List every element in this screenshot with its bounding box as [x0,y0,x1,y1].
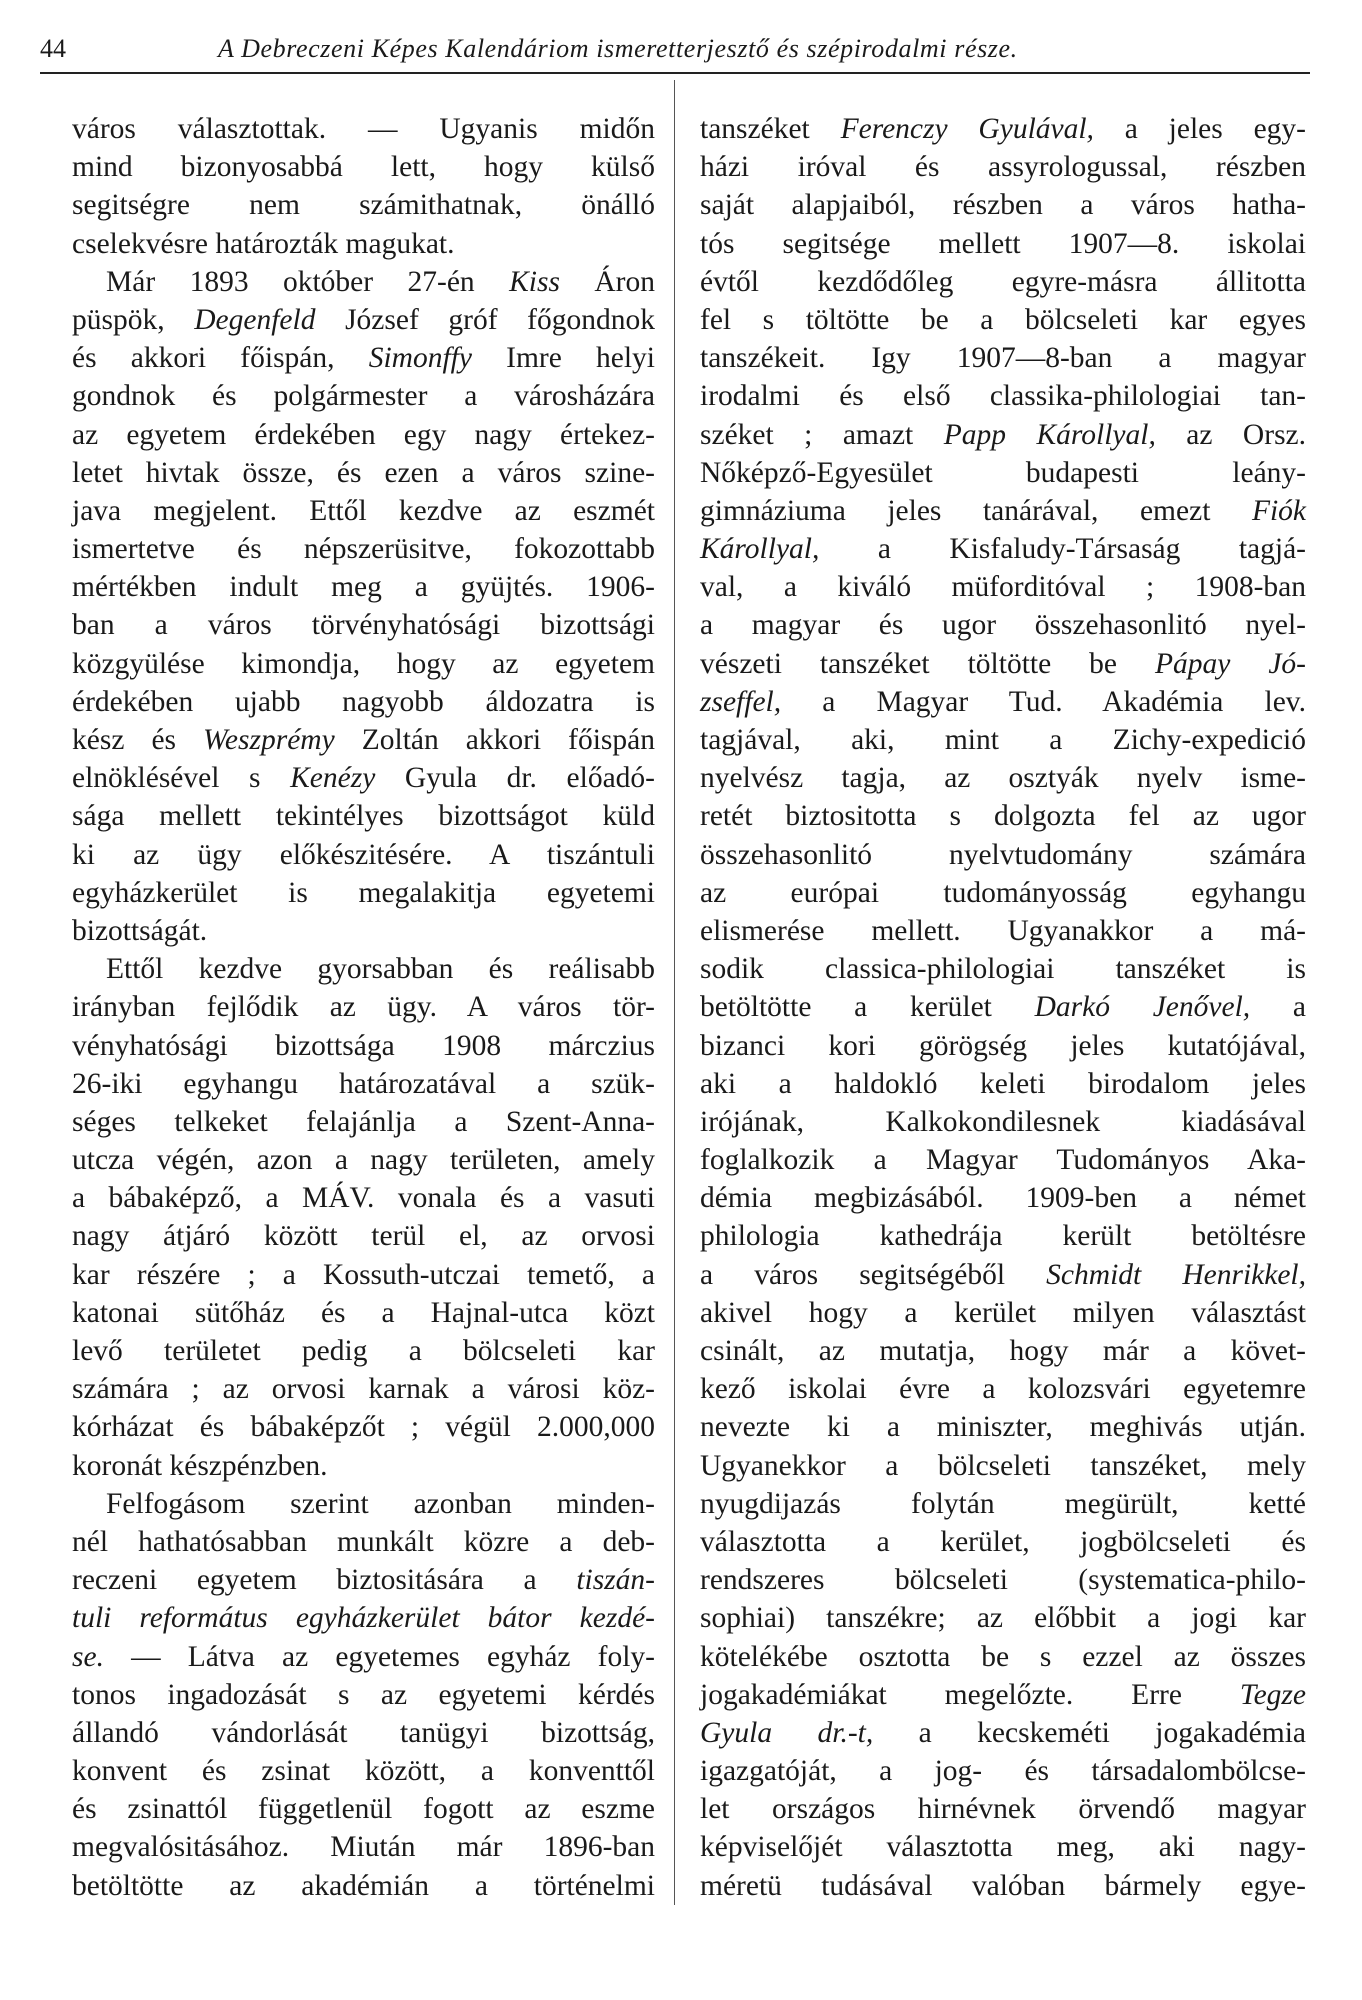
text-line [700,530,1306,568]
text: évtől kezdődőleg egyre-másra állitotta [700,265,1306,298]
text: Nőképző-Egyesület budapesti leány- [700,456,1306,489]
text-line [700,301,1306,339]
text: akivel hogy a kerület milyen választást [700,1296,1306,1329]
text: katonai sütőház és a Hajnal-utca közt [72,1296,655,1329]
italic-text: Kiss [509,265,560,298]
text: város választottak. — Ugyanis midőn [72,113,655,145]
text: Ugyanekkor a bölcseleti tanszéket, mely [700,1449,1306,1482]
italic-text: Tegze [1239,1678,1306,1711]
text: retét biztositotta s dolgozta fel az ugor [700,800,1306,833]
text-line [700,721,1306,759]
text: kész és [72,724,204,756]
italic-text: zseffel, [700,685,782,718]
text-line [700,1294,1306,1332]
italic-text: Károllyal, [700,533,820,566]
text-line [700,1447,1306,1485]
text-line [72,263,655,301]
text: ban a város törvényhatósági bizottsági [72,609,655,642]
text-line [700,1867,1306,1905]
text-line [72,1828,655,1866]
text-line [72,1599,655,1637]
text: elismerése mellett. Ugyanakkor a má- [700,914,1306,947]
text-line [700,606,1306,644]
text: érdekében ujabb nagyobb áldozatra is [72,685,655,718]
text-line [72,950,655,988]
italic-text: Darkó Jenővel, [1034,991,1251,1024]
italic-text: Schmidt Henrikkel, [1046,1258,1306,1291]
text-line [72,454,655,492]
text: megvalósitásához. Miután már 1896-ban [72,1831,655,1864]
text: koronát készpénzben. [72,1449,328,1482]
text-line [72,1676,655,1714]
text: püspök, [72,303,195,336]
text: házi iróval és assyrologussal, részben [700,151,1306,184]
text: reczeni egyetem biztositására a [72,1564,577,1597]
text: konvent és zsinat között, a konventtől [72,1755,655,1788]
text: foglalkozik a Magyar Tudományos Aka- [700,1144,1306,1177]
text-line [700,1370,1306,1408]
text-line [700,1408,1306,1446]
text-line [700,1676,1306,1714]
text-line [700,1256,1306,1294]
text: számára ; az orvosi karnak a városi köz- [72,1373,655,1406]
text: java megjelent. Ettől kezdve az eszmét [72,494,655,527]
italic-text: Papp Károllyal, [943,418,1156,451]
text: és zsinattól függetlenül fogott az eszme [72,1793,655,1826]
text: a [1250,991,1306,1024]
text-line [700,148,1306,186]
text-line [700,874,1306,912]
text-line [72,492,655,530]
text: az Orsz. [1155,418,1307,451]
text: közgyülése kimondja, hogy az egyetem [72,647,655,680]
text-line [700,797,1306,835]
text: gondnok és polgármester a városházára [72,380,655,413]
text: Már 1893 október 27-én [106,265,510,298]
text: József gróf főgondnok [315,303,655,336]
italic-text: Simonffy [368,342,472,375]
text: mértékben indult meg a gyüjtés. 1906- [72,571,655,604]
text: betöltötte a kerület [700,991,1035,1024]
text: rendszeres bölcseleti (systematica-philo- [700,1564,1306,1597]
text-line [72,377,655,415]
text: bizanci kori görögség jeles kutatójával, [700,1029,1306,1062]
text-line [72,1294,655,1332]
text: nevezte ki a miniszter, meghivás utján. [700,1411,1306,1444]
text-line [72,1714,655,1752]
text: az európai tudományosság egyhangu [700,876,1306,909]
text-line [72,1217,655,1255]
text: Imre helyi [471,342,655,375]
text-line [700,1065,1306,1103]
text: tanszékeit. Igy 1907—8-ban a magyar [700,342,1306,375]
text-line [72,1561,655,1599]
text-line [700,1714,1306,1752]
text: 26-iki egyhangu határozatával a szük- [72,1067,655,1100]
text: elnöklésével s [72,762,291,795]
text-line [72,530,655,568]
text-line [72,148,655,186]
text: Ettől kezdve gyorsabban és reálisabb [106,953,655,986]
text: méretü tudásával valóban bármely egye- [700,1869,1306,1902]
text-line [700,1332,1306,1370]
text-line [72,1408,655,1446]
text-line [72,301,655,339]
text-line [700,186,1306,224]
text-line [700,263,1306,301]
text-line [72,1179,655,1217]
text: csinált, az mutatja, hogy már a követ- [700,1335,1306,1367]
text-line [72,1256,655,1294]
text: fel s töltötte be a bölcseleti kar egyes [700,303,1306,336]
text: az egyetem érdekében egy nagy értekez- [72,418,655,451]
text-line [700,377,1306,415]
text: let országos hirnévnek örvendő magyar [700,1793,1306,1826]
text: tós segitsége mellett 1907—8. iskolai [700,227,1306,260]
text: nél hathatósabban munkált közre a deb- [72,1525,655,1558]
text: nagy átjáró között terül el, az orvosi [72,1220,655,1253]
text-line [72,1065,655,1103]
text-line [700,110,1306,148]
text-line [700,1828,1306,1866]
text: utcza végén, azon a nagy területen, amely [72,1144,655,1177]
text: kórházat és bábaképzőt ; végül 2.000,000 [72,1411,655,1444]
text: Felfogásom szerint azonban minden- [106,1487,655,1520]
text: irodalmi és első classika-philologiai tan- [700,380,1306,413]
text-line [72,1103,655,1141]
text: képviselőjét választotta meg, aki nagy- [700,1831,1306,1864]
text-line [700,1141,1306,1179]
italic-text: Pápay Jó- [1154,647,1306,680]
text: Áron [559,265,655,298]
text-line [72,645,655,683]
text-line [700,492,1306,530]
text: betöltötte az akadémián a történelmi [72,1869,655,1902]
text-line [72,912,655,950]
text: a Kisfaludy-Társaság tagjá- [819,533,1306,566]
text: igazgatóját, a jog- és társadalombölcse- [700,1755,1306,1788]
text-line [700,454,1306,492]
text: egyházkerület is megalakitja egyetemi [72,876,655,909]
text-line [72,110,655,148]
text-line [72,1523,655,1561]
column-divider [674,80,675,1905]
text-line [72,1638,655,1676]
text: sophiai) tanszékre; az előbbit a jogi kar [700,1602,1306,1635]
text: a magyar és ugor összehasonlitó nyel- [700,609,1306,642]
text: választotta a kerület, jogbölcseleti és [700,1525,1306,1558]
text-line [700,416,1306,454]
text: nyugdijazás folytán megürült, ketté [700,1487,1306,1520]
text: gimnáziuma jeles tanárával, emezt [700,494,1252,527]
text-line [700,645,1306,683]
text: — Látva az egyetemes egyház foly- [103,1640,655,1673]
text-line [700,1217,1306,1255]
text-line [72,1485,655,1523]
text: ki az ügy előkészitésére. A tiszántuli [72,838,655,871]
italic-text: Gyula dr.-t, [700,1716,874,1749]
text: a jeles egy- [1093,113,1306,145]
text: levő területet pedig a bölcseleti kar [72,1335,655,1367]
text-line [72,1141,655,1179]
text: kar részére ; a Kossuth-utczai temető, a [72,1258,655,1291]
text: Gyula dr. előadó- [375,762,655,795]
italic-text: tuli református egyházkerület bátor kezdé- [72,1602,655,1635]
left-column [72,110,655,1905]
text: cselekvésre határozták magukat. [72,227,455,260]
header-rule [40,72,1310,74]
text: séges telkeket felajánlja a Szent-Anna- [72,1105,655,1138]
text: és akkori főispán, [72,342,369,375]
text: kötelékébe osztotta be s ezzel az összes [700,1640,1306,1673]
text-line [72,606,655,644]
italic-text: Kenézy [290,762,376,795]
text-line [700,1561,1306,1599]
italic-text: Ferenczy Gyulával, [840,113,1094,145]
text: tagjával, aki, mint a Zichy-expedició [700,724,1306,756]
text-line [700,1523,1306,1561]
text-line [72,416,655,454]
text-line [72,1370,655,1408]
text: val, a kiváló müforditóval ; 1908-ban [700,571,1306,604]
text-line [72,1447,655,1485]
text: vényhatósági bizottsága 1908 márczius [72,1029,655,1062]
text-line [700,1179,1306,1217]
text-line [700,912,1306,950]
text: philologia kathedrája került betöltésre [700,1220,1306,1253]
text: segitségre nem számithatnak, önálló [72,189,655,222]
text: tonos ingadozását s az egyetemi kérdés [72,1678,655,1711]
text-line [72,1867,655,1905]
text: a Magyar Tud. Akadémia lev. [781,685,1306,718]
text: bizottságát. [72,914,208,947]
text: démia megbizásából. 1909-ben a német [700,1182,1306,1215]
text-line [72,186,655,224]
text-line [700,1752,1306,1790]
text: állandó vándorlását tanügyi bizottság, [72,1716,655,1749]
text-line [700,1790,1306,1828]
text-line [700,759,1306,797]
text-line [700,339,1306,377]
text-line [700,1485,1306,1523]
text: sodik classica-philologiai tanszéket is [700,953,1306,986]
text: összehasonlitó nyelvtudomány számára [700,838,1306,871]
text: Zoltán akkori főispán [334,724,655,756]
text-line [700,950,1306,988]
text-line [700,225,1306,263]
text: irányban fejlődik az ügy. A város tör- [72,991,655,1024]
text: irójának, Kalkokondilesnek kiadásával [700,1105,1306,1138]
text-line [700,1599,1306,1637]
text: aki a haldokló keleti birodalom jeles [700,1067,1306,1100]
text-line [700,988,1306,1026]
text: a város segitségéből [700,1258,1047,1291]
text-line [72,721,655,759]
running-header-title: A Debreczeni Képes Kalendáriom ismeretterjesztő és szépirodalmi része. [218,34,1018,63]
italic-text: Fiók [1251,494,1306,527]
text-line [700,683,1306,721]
text: a kecskeméti jogakadémia [873,1716,1307,1749]
text: sága mellett tekintélyes bizottságot küld [72,800,655,833]
text: vészeti tanszéket töltötte be [700,647,1155,680]
right-column [700,110,1306,1905]
page-number: 44 [40,34,66,63]
text: letet hivtak össze, és ezen a város szine- [72,456,655,489]
text: a bábaképző, a MÁV. vonala és a vasuti [72,1182,655,1215]
text-line [72,683,655,721]
text: mind bizonyosabbá lett, hogy külső [72,151,655,184]
text-line [700,568,1306,606]
text-line [72,759,655,797]
text-line [72,1332,655,1370]
text-line [72,1027,655,1065]
text: ismertetve és népszerüsitve, fokozottabb [72,533,655,566]
text-line [72,225,655,263]
text-line [700,1103,1306,1141]
text-line [72,988,655,1026]
text-line [700,836,1306,874]
text-line [72,836,655,874]
italic-text: Weszprémy [203,724,335,756]
text-line [72,339,655,377]
italic-text: Degenfeld [194,303,316,336]
italic-text: tiszán- [576,1564,655,1597]
italic-text: se. [72,1640,104,1673]
text: széket ; amazt [700,418,944,451]
text-line [700,1638,1306,1676]
text: tanszéket [700,113,841,145]
text: saját alapjaiból, részben a város hatha- [700,189,1306,222]
text-line [72,568,655,606]
text: nyelvész tagja, az osztyák nyelv isme- [700,762,1306,795]
text: kező iskolai évre a kolozsvári egyetemre [700,1373,1306,1406]
text-line [72,1790,655,1828]
text: jogakadémiákat megelőzte. Erre [700,1678,1240,1711]
text-line [72,797,655,835]
text-line [72,1752,655,1790]
text-line [72,874,655,912]
text-line [700,1027,1306,1065]
